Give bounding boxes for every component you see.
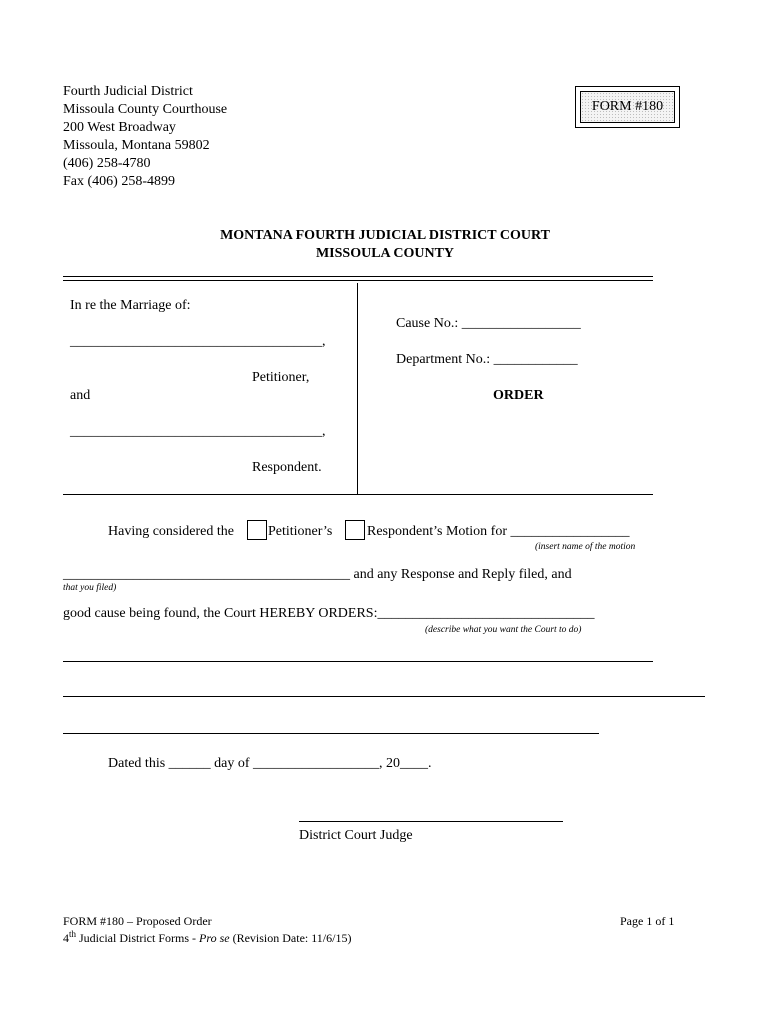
order-blank-line[interactable] [63, 661, 653, 662]
footer-ordinal-suffix: th [69, 929, 77, 939]
top-rule [63, 280, 653, 281]
that-you-filed-hint: that you filed) [63, 583, 117, 593]
address-line: Fax (406) 258-4899 [63, 174, 175, 189]
petitioner-label: Petitioner, [252, 370, 310, 385]
having-considered-text: Having considered the [108, 524, 234, 539]
footer-forms-prefix: Judicial District Forms - [76, 931, 200, 945]
respondent-name-field[interactable]: ____________________________________, [70, 424, 326, 439]
order-blank-line[interactable] [63, 696, 705, 697]
judge-signature-line[interactable] [299, 821, 563, 822]
judge-label: District Court Judge [299, 828, 413, 843]
address-line: Missoula, Montana 59802 [63, 138, 210, 153]
cause-number-field[interactable]: Cause No.: _________________ [396, 316, 581, 331]
department-number-field[interactable]: Department No.: ____________ [396, 352, 578, 367]
petitioners-label: Petitioner’s [268, 524, 333, 539]
footer-forms-line [63, 931, 351, 946]
form-number-label: FORM #180 [580, 91, 675, 123]
address-line: 200 West Broadway [63, 120, 176, 135]
petitioner-name-field[interactable]: ____________________________________, [70, 334, 326, 349]
courthouse-address [63, 83, 227, 191]
address-line: Fourth Judicial District [63, 84, 193, 99]
respondents-motion-field[interactable]: Respondent’s Motion for _________________ [367, 524, 630, 539]
footer-pro-se: Pro se [199, 931, 230, 945]
top-rule [63, 276, 653, 277]
footer-form-name: FORM #180 – Proposed Order [63, 914, 212, 928]
motion-continuation-field[interactable]: _________________________________________ and any Response and Reply filed, and [63, 567, 572, 582]
caption-divider [357, 283, 358, 494]
describe-order-hint: (describe what you want the Court to do) [425, 625, 582, 635]
footer-ordinal: 4 [63, 931, 69, 945]
footer-revision: (Revision Date: 11/6/15) [229, 931, 352, 945]
form-number-badge [575, 86, 680, 128]
court-county: MISSOULA COUNTY [315, 246, 455, 261]
footer-page-number: Page 1 of 1 [620, 914, 675, 928]
order-blank-line[interactable] [63, 733, 599, 734]
court-title: MONTANA FOURTH JUDICIAL DISTRICT COURT [220, 228, 550, 243]
petitioner-checkbox[interactable] [247, 520, 267, 540]
and-label: and [70, 388, 91, 403]
address-line: (406) 258-4780 [63, 156, 151, 171]
address-line: Missoula County Courthouse [63, 102, 228, 117]
respondent-checkbox[interactable] [345, 520, 365, 540]
in-re-label: In re the Marriage of: [70, 298, 191, 313]
dated-field[interactable]: Dated this ______ day of __________________, 20____. [108, 756, 432, 771]
document-title: ORDER [493, 388, 544, 403]
court-orders-field[interactable]: good cause being found, the Court HEREBY ORDERS:_______________________________ [63, 606, 595, 621]
caption-bottom-rule [63, 494, 653, 495]
respondent-label: Respondent. [252, 460, 322, 475]
motion-name-hint: (insert name of the motion [535, 542, 636, 552]
